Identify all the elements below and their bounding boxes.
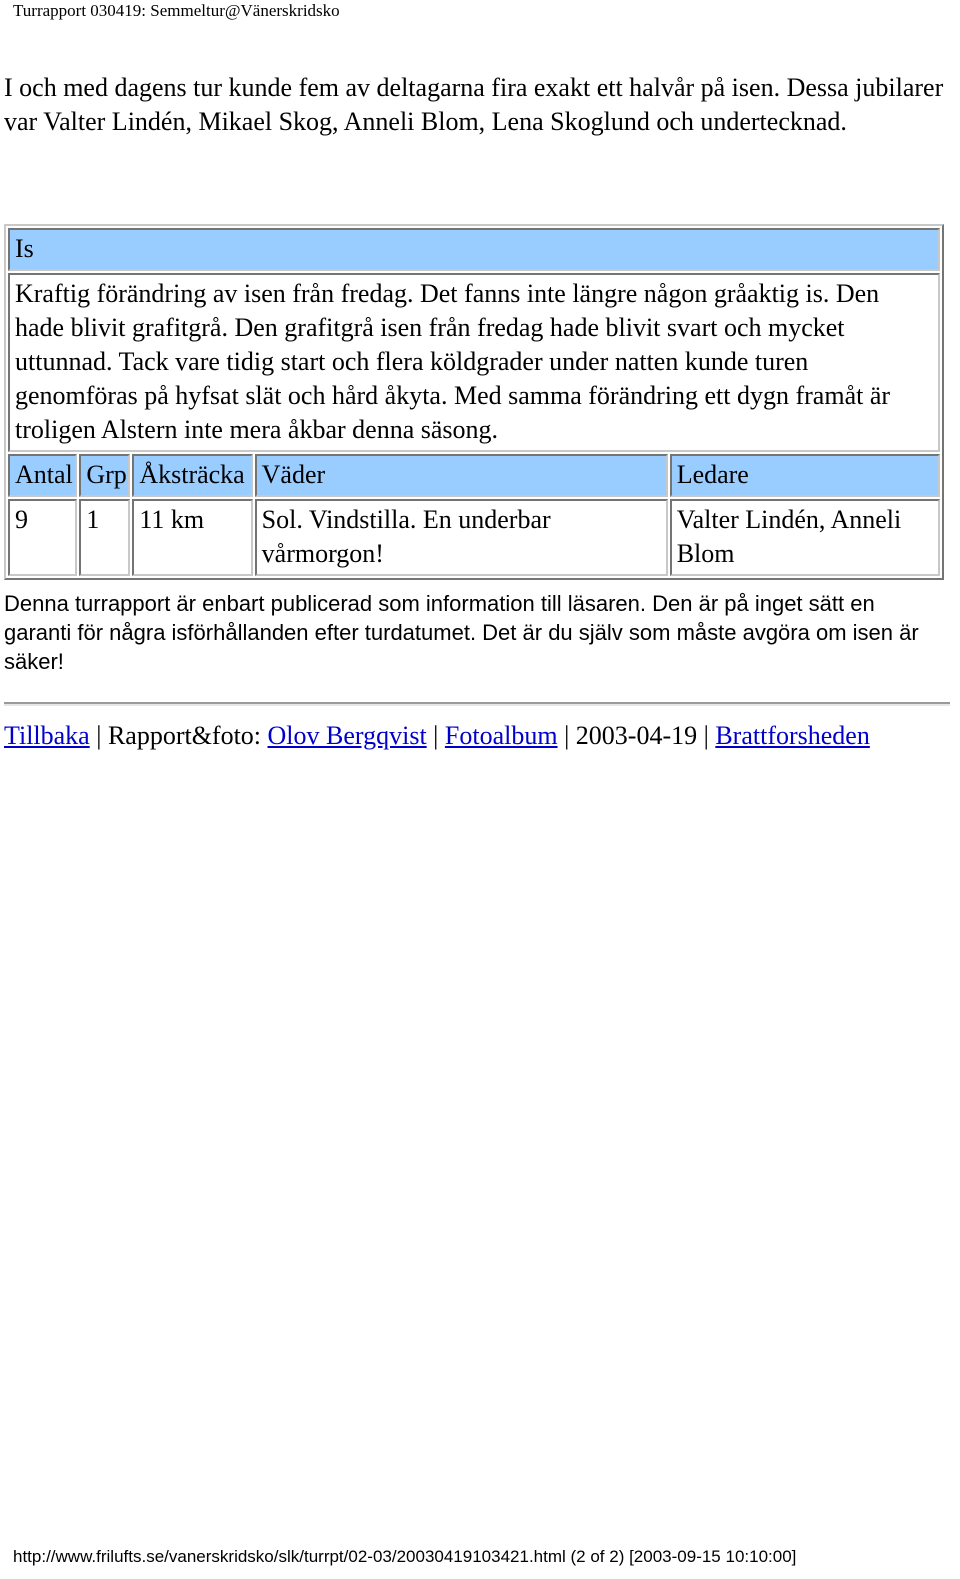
ice-heading-row <box>8 228 940 271</box>
print-footer-url: http://www.frilufts.se/vanerskridsko/slk/turrpt/02-03/20030419103421.html (2 of 2) [2003-09-15 10:10:00] <box>13 1547 797 1566</box>
value-ledare: Valter Lindén, Anneli Blom <box>670 499 940 576</box>
separator: | <box>433 721 439 750</box>
value-akstracka: 11 km <box>132 499 252 576</box>
ice-description: Kraftig förändring av isen från fredag. Det fanns inte längre någon gråaktig is. Den hade blivit grafitgrå. Den grafitgrå isen från fredag hade blivit svart och mycket uttunnad. Tack vare tidig start och flera köldgrader under natten kunde turen genomföras på hyfsat slät och hård åkyta. Med samma förändring ett dygn framåt är troligen Alstern inte mera åkbar denna säsong. <box>8 273 940 452</box>
separator: | <box>564 721 570 750</box>
header-antal: Antal <box>8 454 77 497</box>
report-date: 2003-04-19 <box>575 721 698 750</box>
tour-header-row <box>8 454 940 497</box>
location-link[interactable]: Brattforsheden <box>715 721 870 750</box>
ice-text-row <box>8 273 940 452</box>
intro-paragraph: I och med dagens tur kunde fem av deltagarna fira exakt ett halvår på isen. Dessa jubilarer var Valter Lindén, Mikael Skog, Anneli Blom, Lena Skoglund och undertecknad. <box>4 73 944 136</box>
print-header: Turrapport 030419: Semmeltur@Vänerskridsko <box>13 1 340 20</box>
report-label: Rapport&foto: <box>107 721 262 750</box>
divider <box>4 702 950 706</box>
ice-heading: Is <box>8 228 940 271</box>
header-akstracka: Åksträcka <box>132 454 252 497</box>
separator: | <box>96 721 102 750</box>
value-antal: 9 <box>8 499 77 576</box>
value-grp: 1 <box>79 499 130 576</box>
header-grp: Grp <box>79 454 130 497</box>
author-link[interactable]: Olov Bergqvist <box>267 721 427 750</box>
separator: | <box>703 721 709 750</box>
tour-report-table <box>4 224 944 580</box>
header-ledare: Ledare <box>670 454 940 497</box>
footer-nav <box>4 719 954 753</box>
back-link[interactable]: Tillbaka <box>4 721 90 750</box>
header-vader: Väder <box>255 454 668 497</box>
disclaimer: Denna turrapport är enbart publicerad som information till läsaren. Den är på inget sätt en garanti för några isförhållanden efter turdatumet. Det är du själv som måste avgöra om isen är säker! <box>4 591 919 674</box>
photo-album-link[interactable]: Fotoalbum <box>444 721 558 750</box>
value-vader: Sol. Vindstilla. En underbar vårmorgon! <box>255 499 668 576</box>
tour-values-row <box>8 499 940 576</box>
